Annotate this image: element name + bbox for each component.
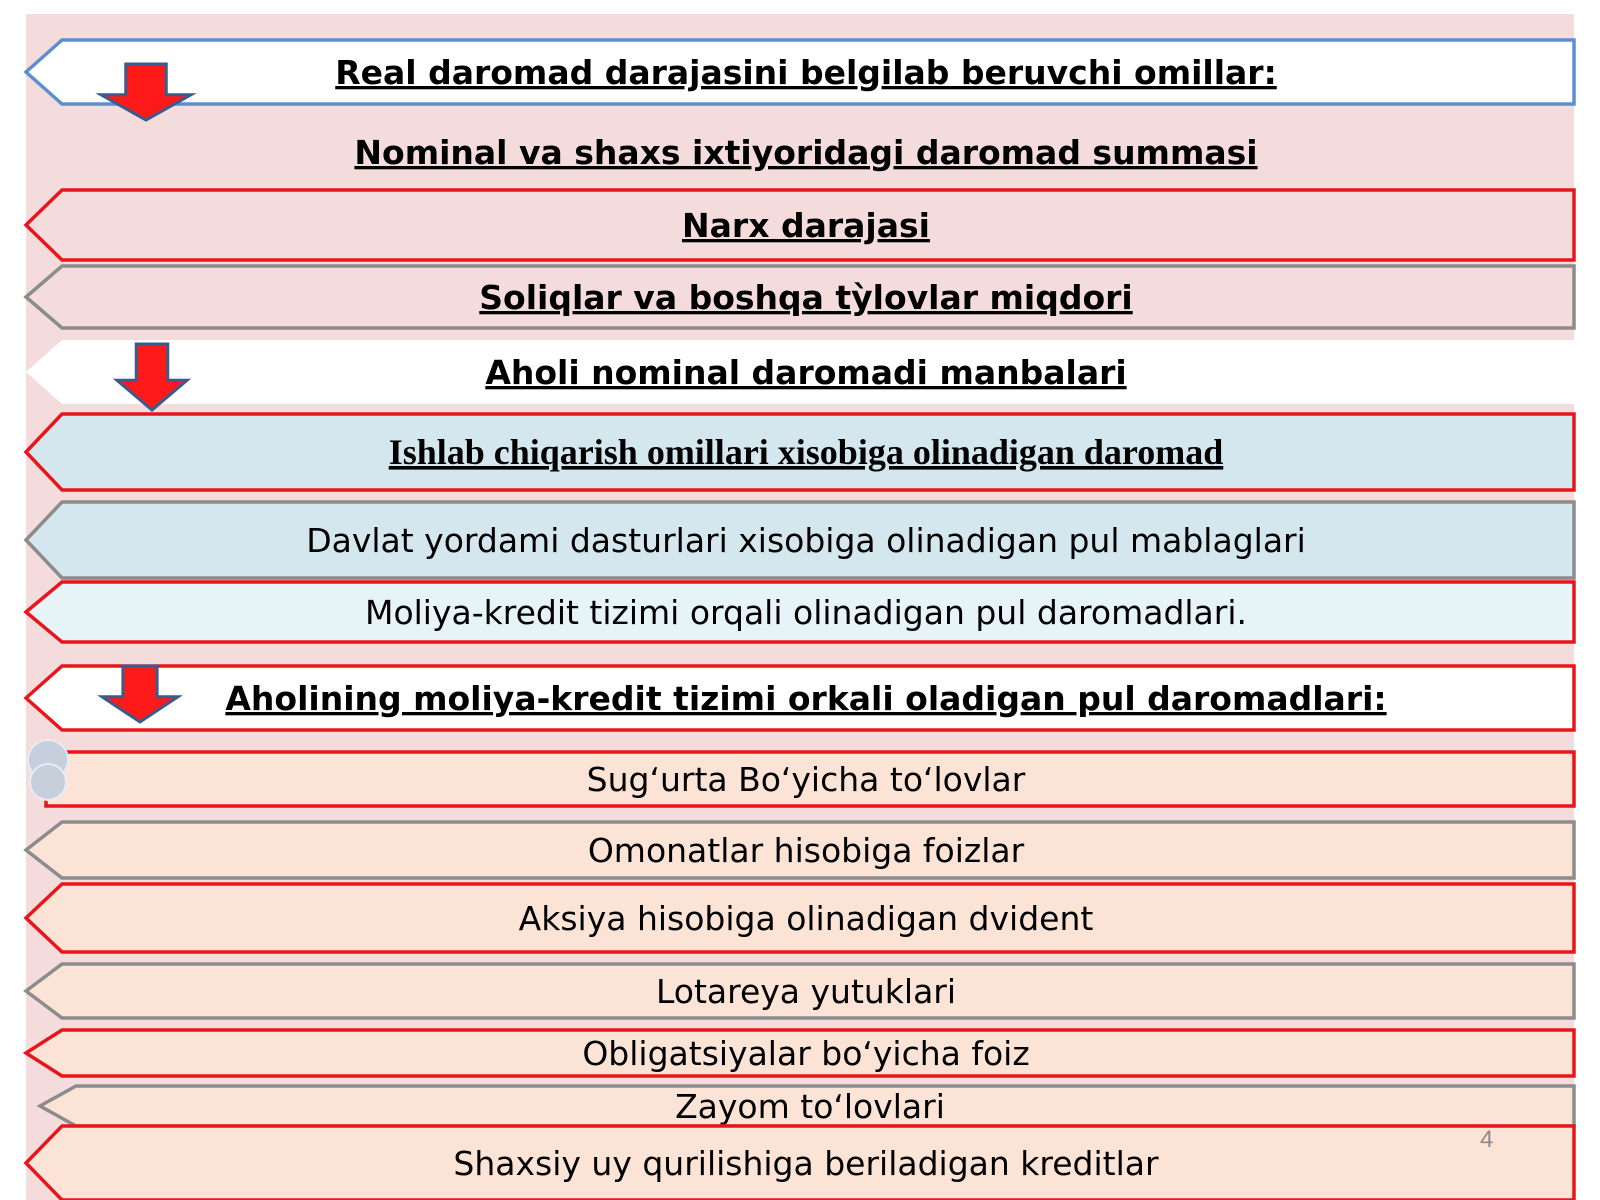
factor-bar-label: Real daromad darajasini belgilab beruvchi omillar: xyxy=(335,53,1277,92)
factor-bar-label: Ishlab chiqarish omillari xisobiga olinadigan daromad xyxy=(388,432,1224,472)
factor-bar xyxy=(26,582,1574,642)
factor-bar xyxy=(26,340,1574,404)
factor-bar xyxy=(26,666,1574,730)
factor-bar-label: Omonatlar hisobiga foizlar xyxy=(587,831,1025,870)
factor-bar-label: Obligatsiyalar bo‘yicha foiz xyxy=(582,1034,1030,1073)
factor-bar-label: Moliya-kredit tizimi orqali olinadigan pul daromadlari. xyxy=(364,593,1248,632)
factor-bar xyxy=(26,1030,1574,1076)
factor-bar xyxy=(26,502,1574,578)
decorative-circle-icon xyxy=(30,764,66,800)
factor-bar xyxy=(26,1126,1574,1200)
factor-bar xyxy=(26,190,1574,260)
factor-bar-label: Aholi nominal daromadi manbalari xyxy=(485,353,1127,392)
page-number: 4 xyxy=(1480,1126,1494,1153)
factor-bar xyxy=(26,40,1574,104)
factor-bar-label: Aholining moliya-kredit tizimi orkali oladigan pul daromadlari: xyxy=(225,679,1387,718)
factor-bar-label: Soliqlar va boshqa tỳlovlar miqdori xyxy=(479,278,1133,317)
factor-bar xyxy=(26,884,1574,952)
factor-bar-label: Nominal va shaxs ixtiyoridagi daromad summasi xyxy=(354,133,1258,172)
factor-bar-label: Aksiya hisobiga olinadigan dvident xyxy=(518,899,1094,938)
factor-bar xyxy=(46,752,1574,806)
factor-bar-label: Lotareya yutuklari xyxy=(655,972,957,1011)
factor-bar xyxy=(40,1086,1574,1126)
factor-bar xyxy=(26,964,1574,1018)
factor-bar-label: Davlat yordami dasturlari xisobiga olinadigan pul mablaglari xyxy=(306,521,1306,560)
factor-bar xyxy=(26,266,1574,328)
factor-bar-label: Sug‘urta Bo‘yicha to‘lovlar xyxy=(586,760,1026,799)
factor-bar-label: Zayom to‘lovlari xyxy=(675,1087,945,1126)
factor-bar-label: Shaxsiy uy qurilishiga beriladigan kreditlar xyxy=(453,1144,1159,1183)
factor-bar xyxy=(26,414,1574,490)
factor-bar xyxy=(354,133,1257,172)
factor-bar xyxy=(26,822,1574,878)
factor-bar-label: Narx darajasi xyxy=(682,206,930,245)
